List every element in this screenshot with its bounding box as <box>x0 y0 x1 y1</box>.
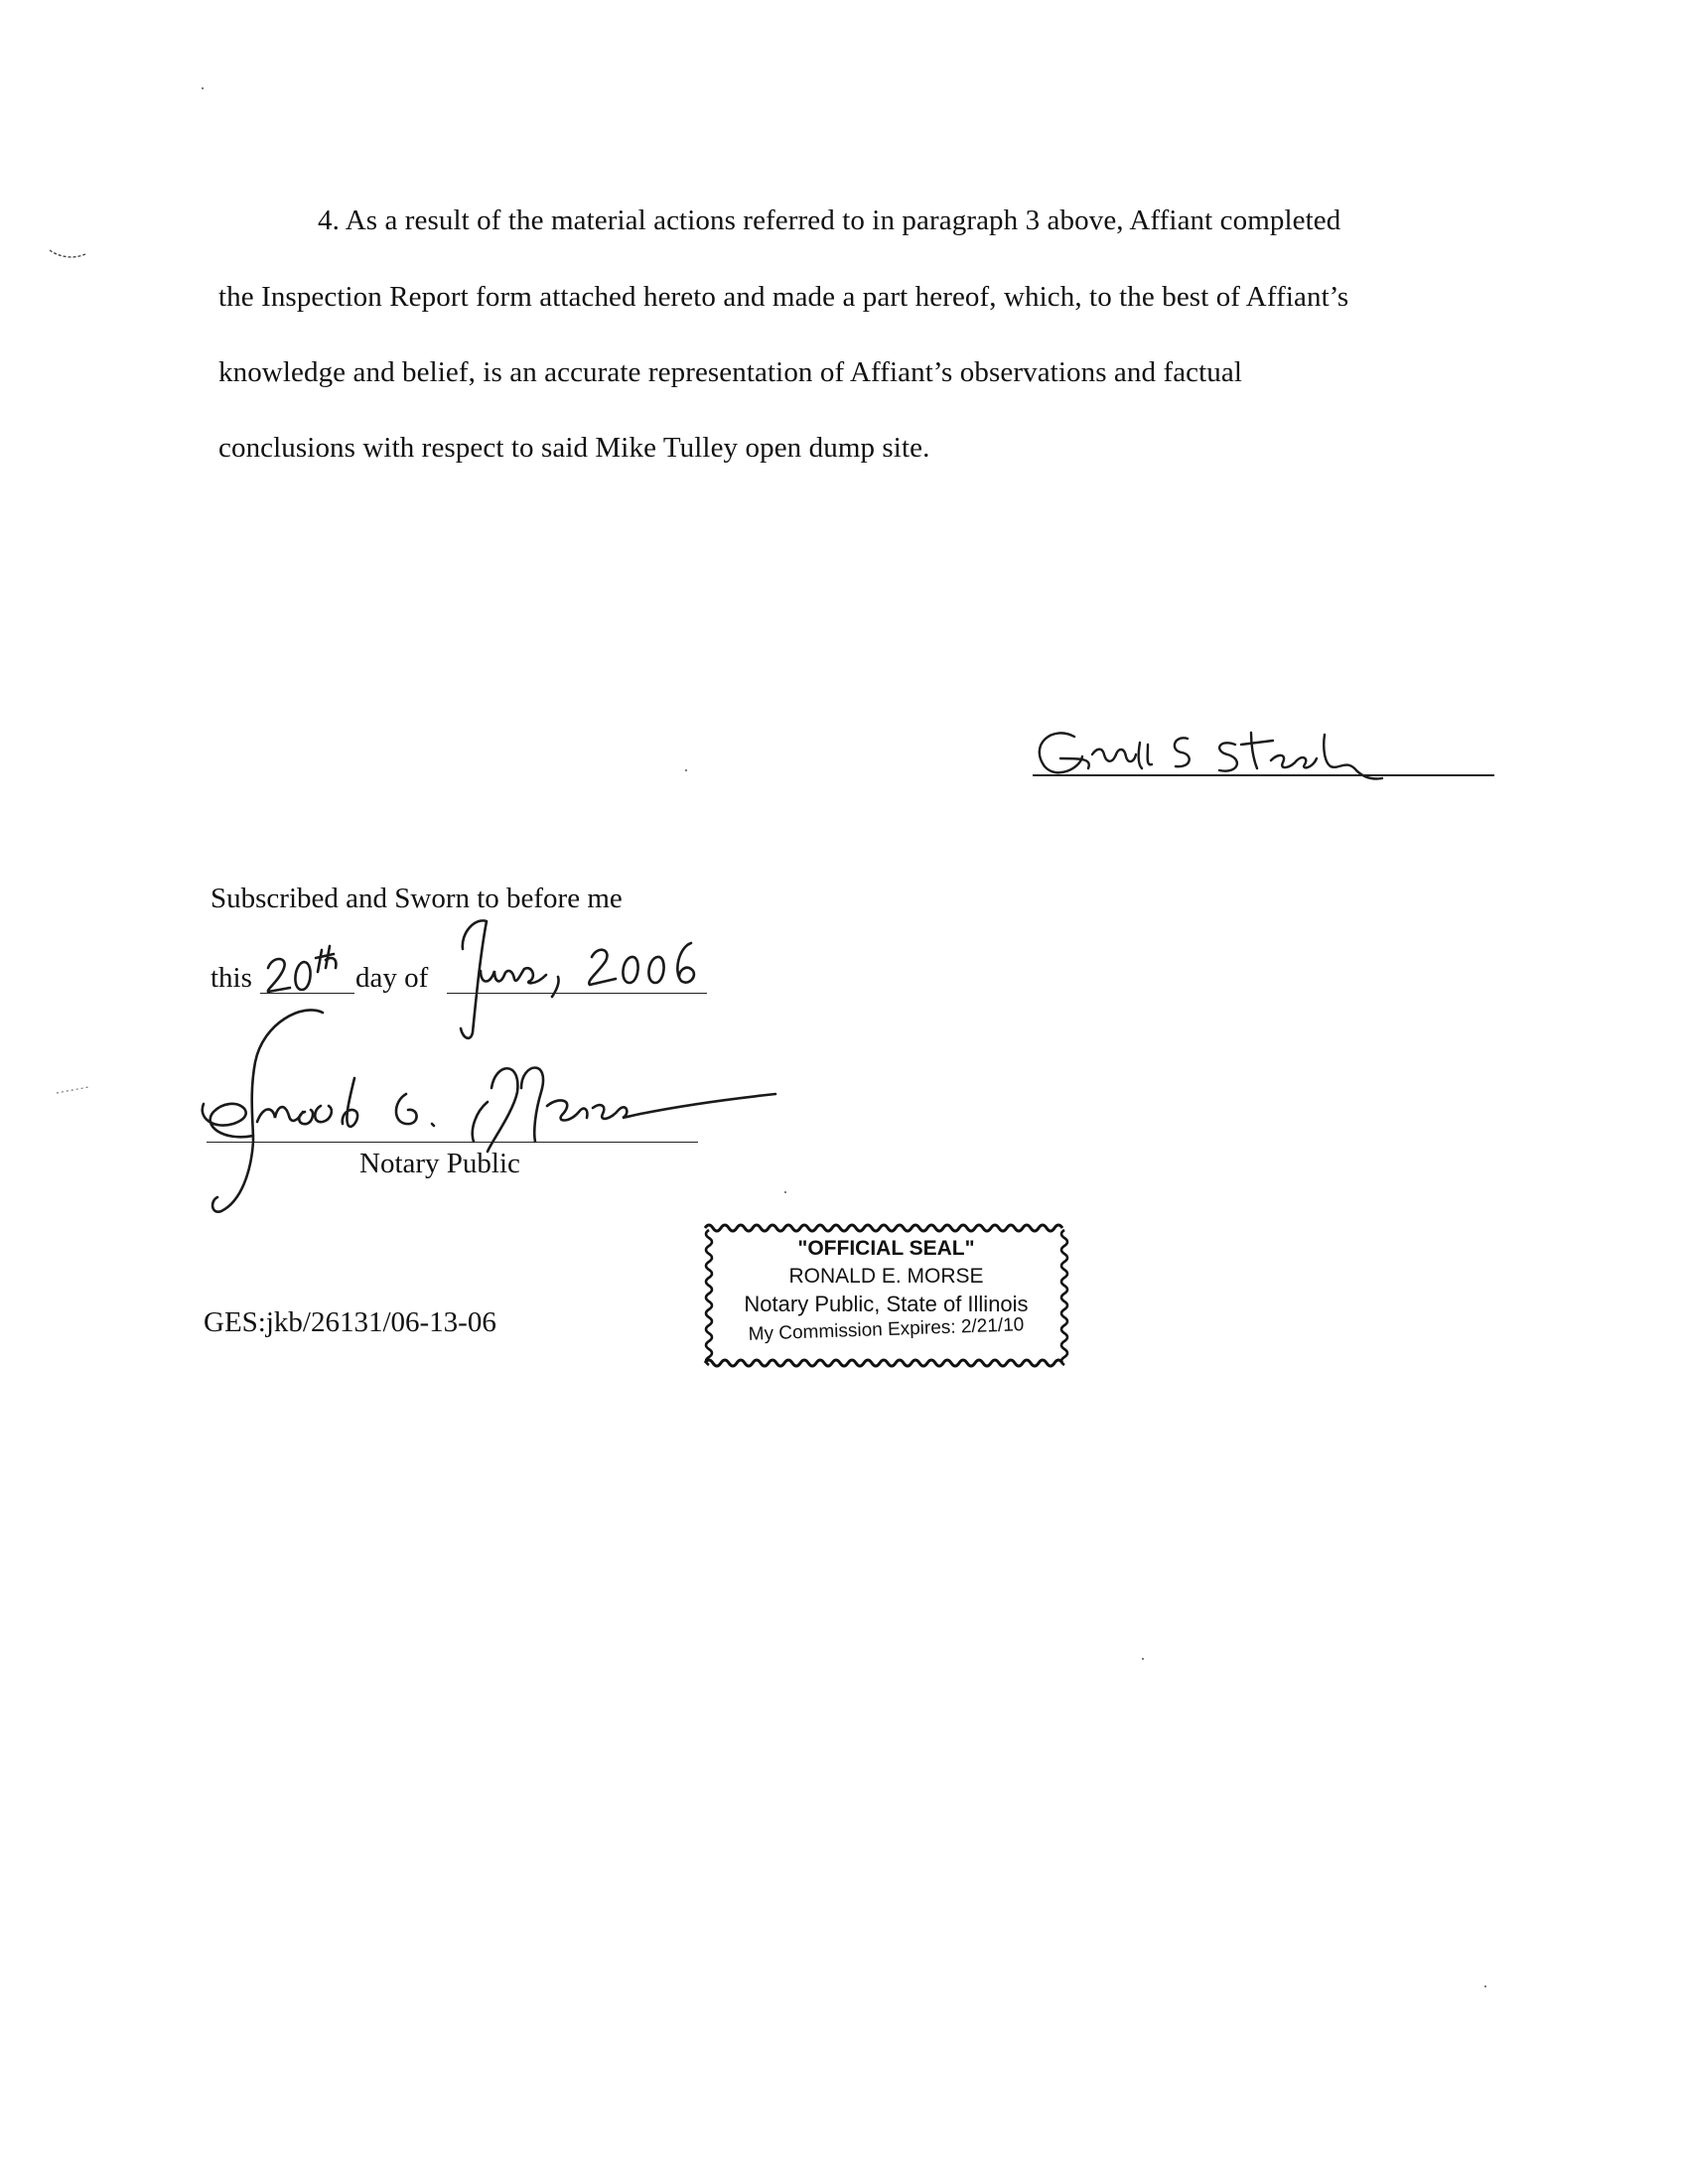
scan-speck <box>784 1191 786 1193</box>
scan-speck <box>202 87 204 89</box>
jurat-this-label: this <box>210 962 252 994</box>
paragraph-4-line-1: 4. As a result of the material actions referred to in paragraph 3 above, Affiant completed <box>318 205 1341 236</box>
day-underline <box>260 993 354 994</box>
day-handwriting <box>260 938 359 998</box>
scan-mark-left-mid <box>55 1082 90 1092</box>
seal-line-state: Notary Public, State of Illinois <box>744 1292 1029 1316</box>
paragraph-4-line-3: knowledge and belief, is an accurate representation of Affiant’s observations and factual <box>218 356 1243 388</box>
notary-signature-handwriting <box>194 1003 799 1216</box>
notary-signature <box>194 1003 799 1216</box>
affiant-signature-line <box>1033 774 1494 776</box>
notary-signature-line <box>207 1142 698 1143</box>
paragraph-4-line-4: conclusions with respect to said Mike Tulley open dump site. <box>218 432 930 464</box>
scan-speck <box>1484 1985 1486 1987</box>
scan-mark-curve <box>48 248 87 262</box>
seal-line-expiry: My Commission Expires: 2/21/10 <box>748 1314 1025 1345</box>
jurat-day-handwritten <box>260 938 359 998</box>
scan-speck <box>685 769 687 771</box>
reference-code: GES:jkb/26131/06-13-06 <box>204 1306 496 1338</box>
paragraph-4-line-2: the Inspection Report form attached hereto and made a part hereof, which, to the best of Affiant’s <box>218 281 1349 313</box>
notary-seal-stamp <box>695 1216 1077 1375</box>
seal-line-official: "OFFICIAL SEAL" <box>797 1237 975 1260</box>
subscribed-sworn-line: Subscribed and Sworn to before me <box>210 883 623 914</box>
jurat-day-of-label: day of <box>355 962 429 994</box>
scan-mark-left-top <box>48 248 87 262</box>
month-year-underline <box>447 993 707 994</box>
scan-speck <box>1142 1658 1144 1660</box>
scan-mark-dots <box>55 1085 90 1095</box>
notary-public-label: Notary Public <box>359 1148 520 1179</box>
seal-line-name: RONALD E. MORSE <box>788 1265 984 1288</box>
